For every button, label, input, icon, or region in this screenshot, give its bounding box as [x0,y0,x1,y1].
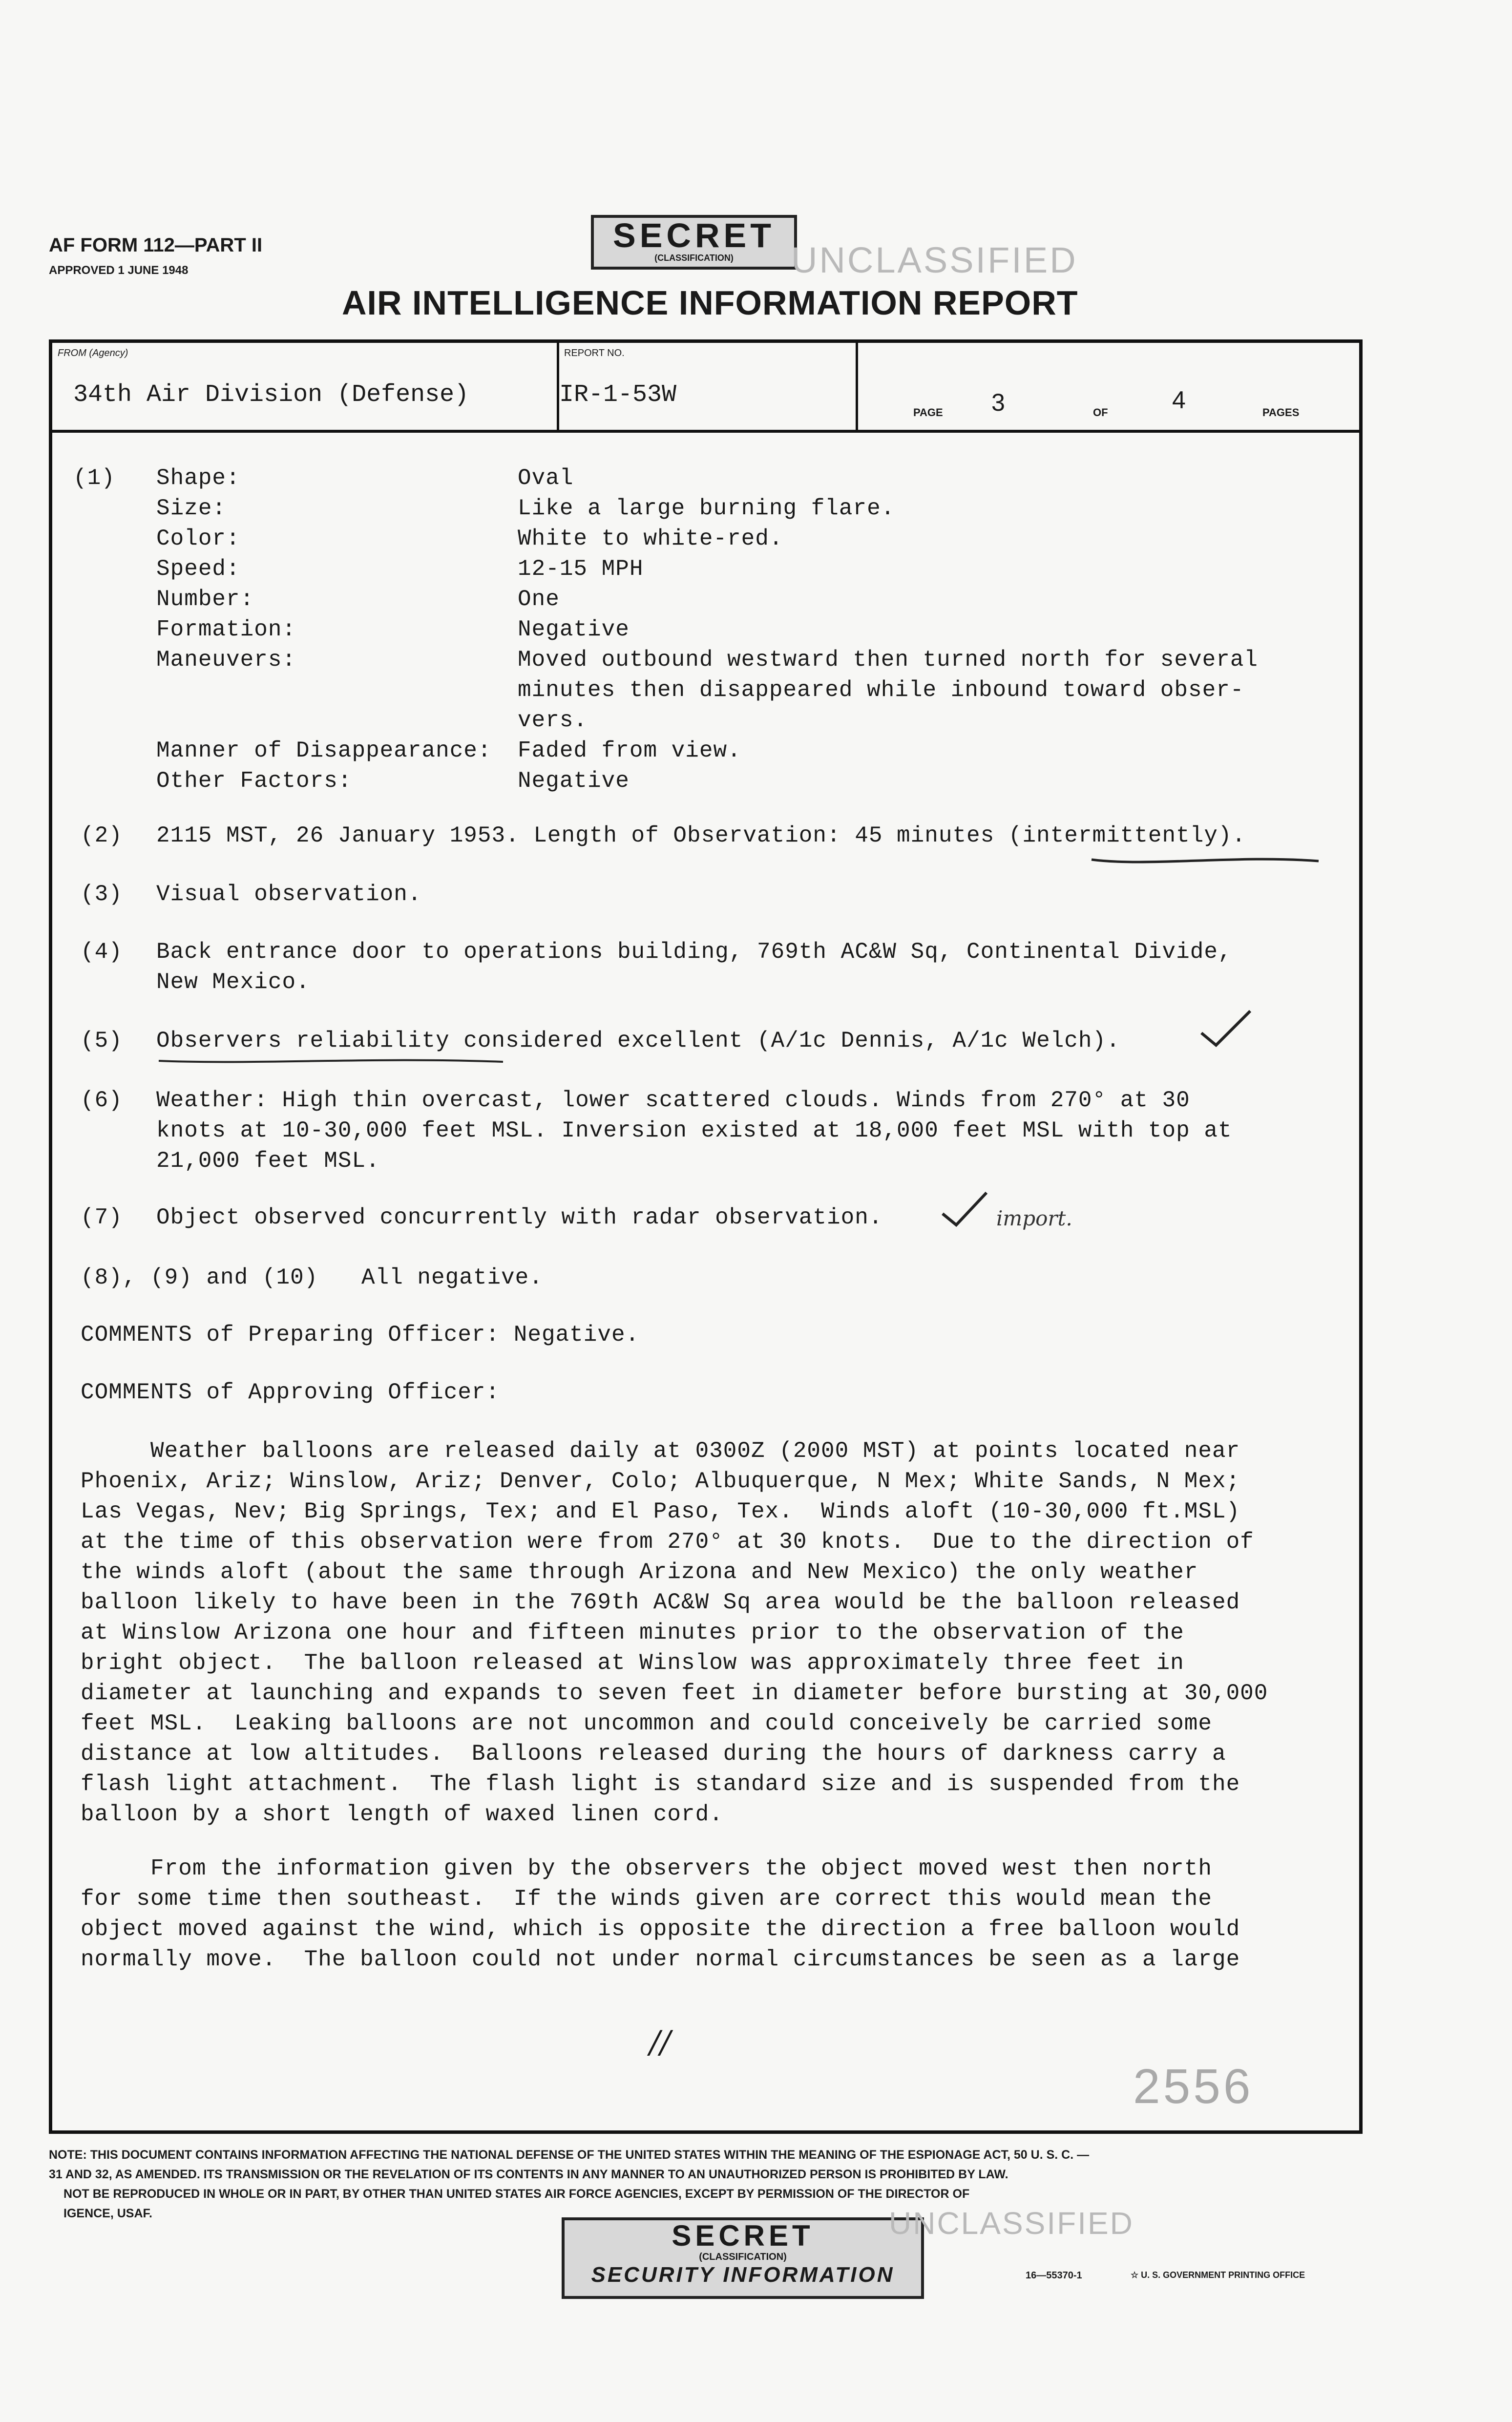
stamped-number: 2556 [1133,2059,1254,2114]
item-8-10-line: All negative. [361,1265,543,1290]
paragraph-line: for some time then southeast. If the winds given are correct this would mean the [81,1886,1212,1912]
item-1-number: (1) [73,465,115,491]
comments-paragraph-1 [81,1436,1268,1830]
field-value: Moved outbound westward then turned north for several [518,647,1259,673]
item-1-fields [156,463,1258,796]
item-2-line: 2115 MST, 26 January 1953. Length of Observation: 45 minutes (intermittently). [156,823,1246,848]
paragraph-line: From the information given by the observers the object moved west then north [81,1856,1212,1881]
item-1-field [156,736,1258,766]
paragraph-line: Phoenix, Ariz; Winslow, Ariz; Denver, Colo; Albuquerque, N Mex; White Sands, N Mex; [81,1469,1240,1494]
field-label: Other Factors: [156,768,352,794]
paragraph-line: bright object. The balloon released at Winslow was approximately three feet in [81,1650,1184,1676]
approved-date: APPROVED 1 JUNE 1948 [49,264,189,277]
security-information: SECURITY INFORMATION [591,2263,895,2287]
of-value: 4 [1172,386,1186,414]
field-label: Formation: [156,617,296,642]
approving-officer-comments: COMMENTS of Approving Officer: [81,1380,500,1405]
report-title: AIR INTELLIGENCE INFORMATION REPORT [342,284,1078,322]
field-value: vers. [518,708,588,733]
field-label: Size: [156,496,227,521]
item-1-field [156,705,1258,736]
paragraph-line: at the time of this observation were from 270° at 30 knots. Due to the direction of [81,1529,1254,1555]
paragraph-line: at Winslow Arizona one hour and fifteen minutes prior to the observation of the [81,1620,1184,1645]
footer-note-line: 31 AND 32, AS AMENDED. ITS TRANSMISSION OR THE REVELATION OF ITS CONTENTS IN ANY MANNER TO AN UNAUTHORIZED PERSON IS PROHIBITED BY LAW. [49,2168,1008,2181]
paragraph-line: normally move. The balloon could not under normal circumstances be seen as a large [81,1947,1240,1972]
item-6-line: knots at 10-30,000 feet MSL. Inversion existed at 18,000 feet MSL with top at [156,1118,1232,1143]
report-no-label: REPORT NO. [564,348,625,358]
form-id: AF FORM 112—PART II [49,234,263,256]
item-8-10-number: (8), (9) and (10) [81,1265,318,1290]
page-value: 3 [991,389,1005,416]
item-1-field [156,554,1258,584]
field-value: Faded from view. [518,738,741,763]
paragraph-line: Weather balloons are released daily at 0300Z (2000 MST) at points located near [81,1438,1240,1464]
field-label: Speed: [156,556,240,582]
item-3-number: (3) [81,882,123,907]
paragraph-line: Las Vegas, Nev; Big Springs, Tex; and El Paso, Tex. Winds aloft (10-30,000 ft.MSL) [81,1499,1240,1524]
item-7-number: (7) [81,1205,123,1230]
header-row-divider [49,430,1363,433]
comments-paragraph-2 [81,1853,1240,1975]
item-1-field [156,614,1258,645]
item-6-line: Weather: High thin overcast, lower scattered clouds. Winds from 270° at 30 [156,1088,1190,1113]
print-code: 16—55370-1 [1026,2270,1082,2281]
field-value: Oval [518,465,574,491]
item-1-field [156,463,1258,493]
unclassified-stamp: UNCLASSIFIED [791,240,1078,280]
underline-mark [156,1055,508,1067]
item-7-line: Object observed concurrently with radar observation. [156,1205,883,1230]
page-label: PAGE [913,406,943,419]
field-label [156,705,518,736]
item-3-line: Visual observation. [156,882,422,907]
item-1-field [156,584,1258,614]
field-value: One [518,587,560,612]
bottom-stamp-text: SECRET [672,2219,814,2252]
printing-office: ☆ U. S. GOVERNMENT PRINTING OFFICE [1131,2270,1305,2280]
of-label: OF [1093,406,1108,419]
field-label: Shape: [156,465,240,491]
item-6-line: 21,000 feet MSL. [156,1148,380,1174]
field-value: Like a large burning flare. [518,496,895,521]
field-value: minutes then disappeared while inbound toward obser- [518,677,1244,703]
item-4-line: New Mexico. [156,969,310,995]
item-5-number: (5) [81,1028,123,1053]
paragraph-line: object moved against the wind, which is opposite the direction a free balloon would [81,1917,1240,1942]
field-value: White to white-red. [518,526,783,551]
field-label: Manner of Disappearance: [156,738,492,763]
item-1-field [156,675,1258,705]
footer-note-line: IGENCE, USAF. [63,2207,152,2220]
field-label: Color: [156,526,240,551]
item-4-line: Back entrance door to operations building, 769th AC&W Sq, Continental Divide, [156,939,1232,965]
handwritten-note: import. [996,1206,1072,1230]
pages-label: PAGES [1262,406,1300,419]
classification-caption: (CLASSIFICATION) [654,253,734,263]
underline-mark [1089,852,1323,867]
item-6-number: (6) [81,1088,123,1113]
paragraph-line: diameter at launching and expands to seven feet in diameter before bursting at 30,000 [81,1681,1268,1706]
col-divider-2 [856,342,858,431]
paragraph-line: distance at low altitudes. Balloons released during the hours of darkness carry a [81,1741,1226,1767]
bottom-classification-stamp [562,2217,924,2299]
preparing-officer-comments: COMMENTS of Preparing Officer: Negative. [81,1322,640,1348]
paragraph-line: balloon likely to have been in the 769th AC&W Sq area would be the balloon released [81,1590,1240,1615]
check-mark [938,1187,991,1231]
item-1-field [156,766,1258,796]
check-mark [1197,1006,1255,1050]
footer-note [49,2145,1411,2223]
report-no-value: IR-1-53W [559,381,677,409]
item-4-number: (4) [81,939,123,965]
item-1-field [156,493,1258,524]
paragraph-line: feet MSL. Leaking balloons are not uncommon and could conceively be carried some [81,1711,1212,1736]
footer-note-line: NOT BE REPRODUCED IN WHOLE OR IN PART, BY OTHER THAN UNITED STATES AIR FORCE AGENCIES, EXCEPT BY PERMISSION OF THE DIRECTOR OF [63,2187,970,2201]
field-value: Negative [518,768,630,794]
item-5-line: Observers reliability considered excellent (A/1c Dennis, A/1c Welch). [156,1028,1120,1053]
classification-stamp [591,215,797,270]
field-value: 12-15 MPH [518,556,644,582]
item-2-number: (2) [81,823,123,848]
from-label: FROM (Agency) [58,348,128,358]
field-label: Number: [156,587,254,612]
paragraph-line: the winds aloft (about the same through Arizona and New Mexico) the only weather [81,1559,1198,1585]
field-label: Maneuvers: [156,647,296,673]
from-value: 34th Air Division (Defense) [73,381,469,409]
classification-stamp-text: SECRET [613,216,775,254]
field-label [156,675,518,705]
paragraph-line: flash light attachment. The flash light is standard size and is suspended from the [81,1771,1240,1797]
field-value: Negative [518,617,630,642]
bottom-stamp-caption: (CLASSIFICATION) [699,2252,787,2262]
paragraph-line: balloon by a short length of waxed linen cord. [81,1802,723,1827]
item-1-field [156,524,1258,554]
bottom-unclassified-stamp: UNCLASSIFIED [889,2206,1134,2241]
item-1-field [156,645,1258,675]
page-mark: // [650,2024,671,2061]
footer-note-line: NOTE: THIS DOCUMENT CONTAINS INFORMATION AFFECTING THE NATIONAL DEFENSE OF THE UNITED STATES WITHIN THE MEANING OF THE ESPIONAGE ACT, 50 U. S. C. — [49,2148,1090,2162]
